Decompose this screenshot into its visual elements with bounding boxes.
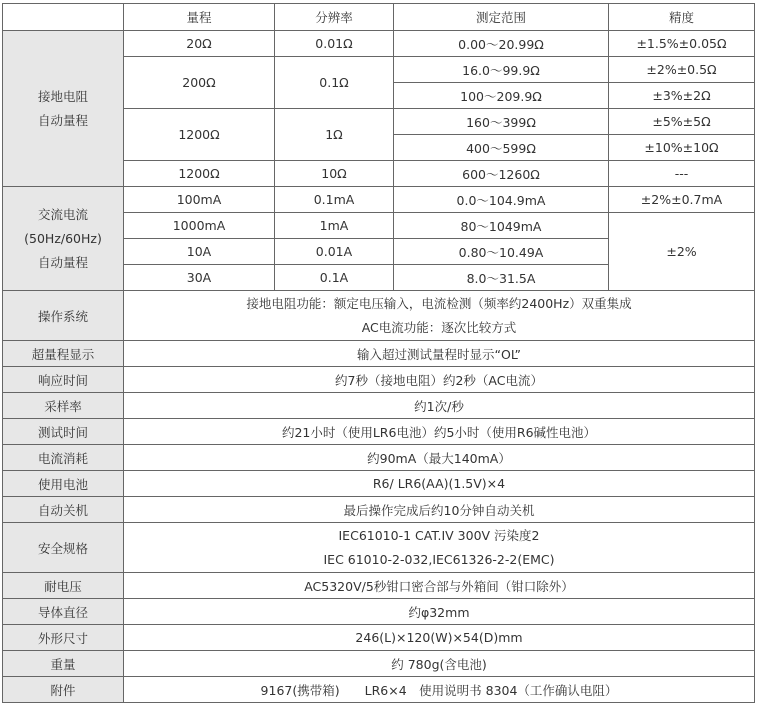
operation-value (124, 291, 755, 341)
resolution-cell: 10Ω (275, 161, 394, 187)
overrange-label: 超量程显示 (3, 341, 124, 367)
header-accuracy: 精度 (609, 4, 755, 31)
table-row (3, 291, 755, 341)
test-time-value: 约21小时（使用LR6电池）约5小时（使用R6碱性电池） (124, 419, 755, 445)
withstand-voltage-value: AC5320V/5秒钳口密合部与外箱间（钳口除外） (124, 573, 755, 599)
resolution-cell: 0.01Ω (275, 31, 394, 57)
measure-range-cell: 8.0～31.5A (394, 265, 609, 291)
auto-off-label: 自动关机 (3, 497, 124, 523)
measure-range-cell: 80～1049mA (394, 213, 609, 239)
ground-resistance-label (3, 31, 124, 187)
range-cell: 100mA (124, 187, 275, 213)
range-cell: 200Ω (124, 57, 275, 109)
accuracy-cell: --- (609, 161, 755, 187)
safety-value (124, 523, 755, 573)
current-consumption-value: 约90mA（最大140mA） (124, 445, 755, 471)
resolution-cell: 0.1mA (275, 187, 394, 213)
measure-range-cell: 600～1260Ω (394, 161, 609, 187)
table-row (3, 445, 755, 471)
header-range: 量程 (124, 4, 275, 31)
resolution-cell: 0.1Ω (275, 57, 394, 109)
measure-range-cell: 100～209.9Ω (394, 83, 609, 109)
table-row (3, 625, 755, 651)
battery-label: 使用电池 (3, 471, 124, 497)
ac-current-label (3, 187, 124, 291)
resolution-cell: 0.1A (275, 265, 394, 291)
accuracy-cell: ±10%±10Ω (609, 135, 755, 161)
safety-value-line1: IEC61010-1 CAT.IV 300V 污染度2 (338, 527, 540, 543)
ground-resistance-label-line2: 自动量程 (37, 112, 88, 128)
dimensions-value: 246(L)×120(W)×54(D)mm (124, 625, 755, 651)
current-consumption-label: 电流消耗 (3, 445, 124, 471)
range-cell: 10A (124, 239, 275, 265)
accuracy-cell: ±3%±2Ω (609, 83, 755, 109)
range-cell: 1000mA (124, 213, 275, 239)
accuracy-cell: ±5%±5Ω (609, 109, 755, 135)
ac-current-label-line3: 自动量程 (37, 254, 88, 270)
table-row (3, 393, 755, 419)
dimensions-label: 外形尺寸 (3, 625, 124, 651)
table-row (3, 471, 755, 497)
table-row (3, 677, 755, 703)
table-row (3, 341, 755, 367)
sampling-rate-label: 采样率 (3, 393, 124, 419)
operation-value-line2: AC电流功能：逐次比较方式 (361, 319, 517, 335)
header-blank-cell (3, 4, 124, 31)
ac-current-label-line1: 交流电流 (37, 206, 88, 222)
table-row (3, 573, 755, 599)
safety-label: 安全规格 (3, 523, 124, 573)
resolution-cell: 0.01A (275, 239, 394, 265)
table-row (3, 187, 755, 213)
test-time-label: 测试时间 (3, 419, 124, 445)
response-time-label: 响应时间 (3, 367, 124, 393)
table-row (3, 651, 755, 677)
table-row (3, 419, 755, 445)
measure-range-cell: 0.00～20.99Ω (394, 31, 609, 57)
accuracy-cell: ±2%±0.7mA (609, 187, 755, 213)
accessories-value: 9167(携带箱) LR6×4 使用说明书 8304（工作确认电阻） (124, 677, 755, 703)
withstand-voltage-label: 耐电压 (3, 573, 124, 599)
measure-range-cell: 160～399Ω (394, 109, 609, 135)
range-cell: 1200Ω (124, 109, 275, 161)
measure-range-cell: 0.80～10.49A (394, 239, 609, 265)
table-header-row (3, 4, 755, 31)
measure-range-cell: 400～599Ω (394, 135, 609, 161)
conductor-diameter-value: 约φ32mm (124, 599, 755, 625)
table-row (3, 367, 755, 393)
safety-value-line2: IEC 61010-2-032,IEC61326-2-2(EMC) (323, 551, 555, 567)
measure-range-cell: 0.0～104.9mA (394, 187, 609, 213)
battery-value: R6/ LR6(AA)(1.5V)×4 (124, 471, 755, 497)
measure-range-cell: 16.0～99.9Ω (394, 57, 609, 83)
accuracy-cell: ±1.5%±0.05Ω (609, 31, 755, 57)
operation-label: 操作系统 (3, 291, 124, 341)
overrange-value: 输入超过测试量程时显示“OL” (124, 341, 755, 367)
table-row (3, 31, 755, 57)
resolution-cell: 1Ω (275, 109, 394, 161)
conductor-diameter-label: 导体直径 (3, 599, 124, 625)
response-time-value: 约7秒（接地电阻）约2秒（AC电流） (124, 367, 755, 393)
table-row (3, 497, 755, 523)
operation-value-line1: 接地电阻功能：额定电压输入，电流检测（频率约2400Hz）双重集成 (246, 295, 632, 311)
header-resolution: 分辨率 (275, 4, 394, 31)
sampling-rate-value: 约1次/秒 (124, 393, 755, 419)
header-measure-range: 测定范围 (394, 4, 609, 31)
ground-resistance-label-line1: 接地电阻 (37, 88, 88, 104)
table-row (3, 523, 755, 573)
accessories-label: 附件 (3, 677, 124, 703)
spec-table (2, 3, 755, 703)
weight-value: 约 780g(含电池) (124, 651, 755, 677)
range-cell: 30A (124, 265, 275, 291)
accuracy-cell: ±2%±0.5Ω (609, 57, 755, 83)
shared-accuracy-cell: ±2% (609, 213, 755, 291)
range-cell: 20Ω (124, 31, 275, 57)
ac-current-label-line2: (50Hz/60Hz) (24, 230, 102, 246)
auto-off-value: 最后操作完成后约10分钟自动关机 (124, 497, 755, 523)
weight-label: 重量 (3, 651, 124, 677)
table-row (3, 599, 755, 625)
resolution-cell: 1mA (275, 213, 394, 239)
range-cell: 1200Ω (124, 161, 275, 187)
